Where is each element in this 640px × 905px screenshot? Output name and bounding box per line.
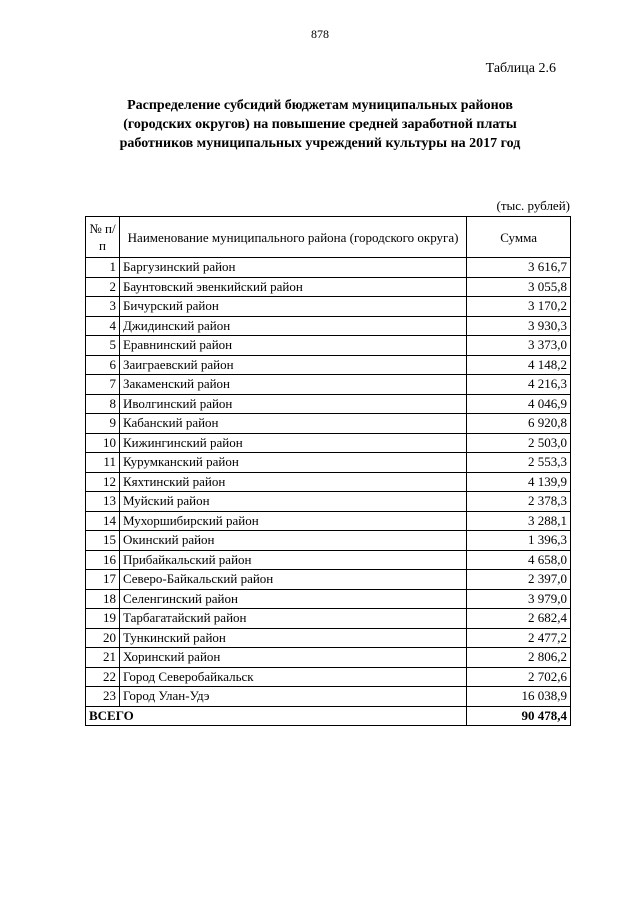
header-name: Наименование муниципального района (городского округа) <box>119 217 466 258</box>
subsidy-sum: 2 503,0 <box>467 433 571 453</box>
table-row <box>86 609 571 629</box>
row-number: 8 <box>86 394 120 414</box>
row-number: 17 <box>86 570 120 590</box>
table-row <box>86 453 571 473</box>
table-row <box>86 414 571 434</box>
subsidy-sum: 4 139,9 <box>467 472 571 492</box>
district-name: Окинский район <box>119 531 466 551</box>
row-number: 4 <box>86 316 120 336</box>
district-name: Курумканский район <box>119 453 466 473</box>
subsidy-sum: 2 702,6 <box>467 667 571 687</box>
units-label: (тыс. рублей) <box>496 198 570 213</box>
total-row <box>86 706 571 726</box>
title-line: работников муниципальных учреждений культуры на 2017 год <box>119 136 521 151</box>
district-name: Кижингинский район <box>119 433 466 453</box>
table-row <box>86 258 571 278</box>
subsidy-sum: 1 396,3 <box>467 531 571 551</box>
table-row <box>86 550 571 570</box>
table-row <box>86 589 571 609</box>
district-name: Закаменский район <box>119 375 466 395</box>
subsidy-sum: 3 055,8 <box>467 277 571 297</box>
table-row <box>86 667 571 687</box>
table-row <box>86 394 571 414</box>
table-row <box>86 648 571 668</box>
table-row <box>86 433 571 453</box>
table-row <box>86 531 571 551</box>
title-line: (городских округов) на повышение средней заработной платы <box>123 117 517 132</box>
table-row <box>86 570 571 590</box>
subsidy-sum: 3 979,0 <box>467 589 571 609</box>
subsidy-sum: 2 553,3 <box>467 453 571 473</box>
subsidy-sum: 2 378,3 <box>467 492 571 512</box>
subsidy-sum: 4 046,9 <box>467 394 571 414</box>
subsidy-sum: 4 658,0 <box>467 550 571 570</box>
table-row <box>86 277 571 297</box>
subsidy-sum: 2 397,0 <box>467 570 571 590</box>
district-name: Заиграевский район <box>119 355 466 375</box>
subsidy-sum: 3 373,0 <box>467 336 571 356</box>
district-name: Кяхтинский район <box>119 472 466 492</box>
district-name: Город Северобайкальск <box>119 667 466 687</box>
district-name: Тарбагатайский район <box>119 609 466 629</box>
row-number: 9 <box>86 414 120 434</box>
header-num: № п/п <box>86 217 120 258</box>
row-number: 19 <box>86 609 120 629</box>
district-name: Еравнинский район <box>119 336 466 356</box>
row-number: 20 <box>86 628 120 648</box>
row-number: 22 <box>86 667 120 687</box>
district-name: Хоринский район <box>119 648 466 668</box>
row-number: 14 <box>86 511 120 531</box>
document-title <box>90 96 550 153</box>
table-row <box>86 336 571 356</box>
subsidy-sum: 2 806,2 <box>467 648 571 668</box>
header-sum: Сумма <box>467 217 571 258</box>
total-label: ВСЕГО <box>86 706 467 726</box>
subsidy-sum: 3 288,1 <box>467 511 571 531</box>
row-number: 10 <box>86 433 120 453</box>
row-number: 5 <box>86 336 120 356</box>
district-name: Прибайкальский район <box>119 550 466 570</box>
district-name: Бичурский район <box>119 297 466 317</box>
district-name: Муйский район <box>119 492 466 512</box>
subsidy-sum: 3 170,2 <box>467 297 571 317</box>
table-row <box>86 355 571 375</box>
subsidy-sum: 2 682,4 <box>467 609 571 629</box>
district-name: Селенгинский район <box>119 589 466 609</box>
row-number: 12 <box>86 472 120 492</box>
district-name: Баунтовский эвенкийский район <box>119 277 466 297</box>
table-row <box>86 375 571 395</box>
subsidy-sum: 4 148,2 <box>467 355 571 375</box>
table-row <box>86 316 571 336</box>
district-name: Северо-Байкальский район <box>119 570 466 590</box>
row-number: 21 <box>86 648 120 668</box>
row-number: 16 <box>86 550 120 570</box>
row-number: 15 <box>86 531 120 551</box>
district-name: Иволгинский район <box>119 394 466 414</box>
table-row <box>86 628 571 648</box>
district-name: Тункинский район <box>119 628 466 648</box>
subsidy-sum: 6 920,8 <box>467 414 571 434</box>
district-name: Баргузинский район <box>119 258 466 278</box>
page-number: 878 <box>311 27 329 41</box>
table-row <box>86 511 571 531</box>
table-row <box>86 492 571 512</box>
subsidy-table <box>85 216 571 726</box>
row-number: 11 <box>86 453 120 473</box>
table-row <box>86 472 571 492</box>
row-number: 6 <box>86 355 120 375</box>
district-name: Джидинский район <box>119 316 466 336</box>
table-body <box>86 258 571 707</box>
row-number: 2 <box>86 277 120 297</box>
row-number: 18 <box>86 589 120 609</box>
row-number: 3 <box>86 297 120 317</box>
table-label: Таблица 2.6 <box>485 61 556 76</box>
district-name: Мухоршибирский район <box>119 511 466 531</box>
row-number: 23 <box>86 687 120 707</box>
table-header-row <box>86 217 571 258</box>
title-line: Распределение субсидий бюджетам муниципальных районов <box>127 98 513 113</box>
row-number: 13 <box>86 492 120 512</box>
subsidy-sum: 2 477,2 <box>467 628 571 648</box>
row-number: 1 <box>86 258 120 278</box>
subsidy-sum: 16 038,9 <box>467 687 571 707</box>
table-row <box>86 687 571 707</box>
district-name: Город Улан-Удэ <box>119 687 466 707</box>
total-sum: 90 478,4 <box>467 706 571 726</box>
subsidy-sum: 4 216,3 <box>467 375 571 395</box>
subsidy-sum: 3 930,3 <box>467 316 571 336</box>
row-number: 7 <box>86 375 120 395</box>
subsidy-sum: 3 616,7 <box>467 258 571 278</box>
district-name: Кабанский район <box>119 414 466 434</box>
table-row <box>86 297 571 317</box>
